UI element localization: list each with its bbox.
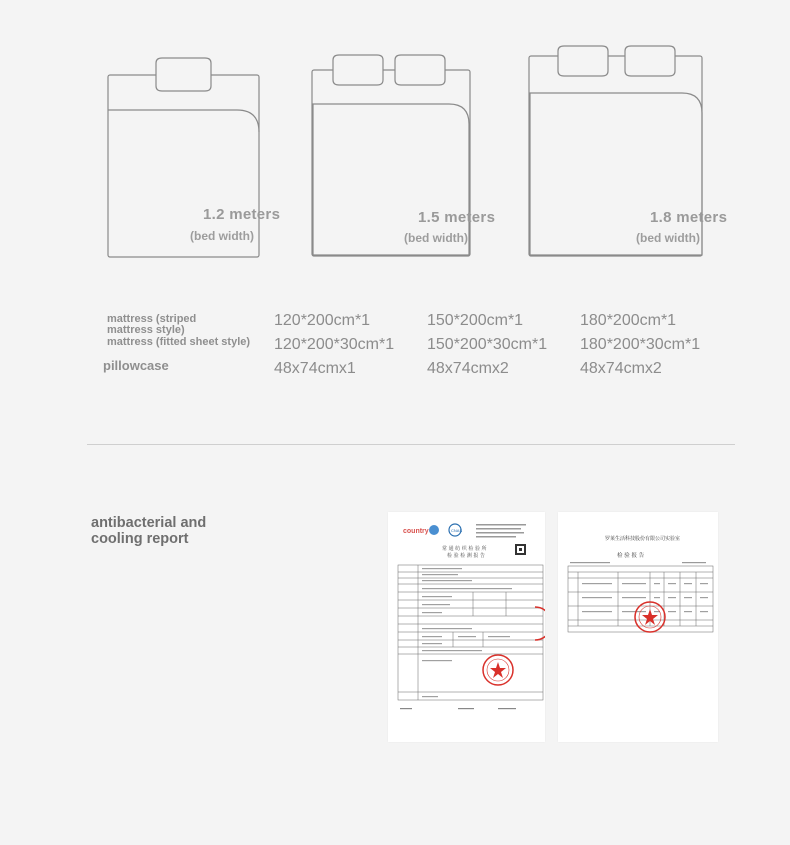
cell-1-2-fitted: 120*200*30cm*1 (274, 336, 395, 353)
cell-1-2-striped: 120*200cm*1 (274, 312, 371, 329)
doc1-title-1: 常 通 纺 织 检 验 所 (442, 546, 487, 552)
doc2-header: 罗莱生活科技股份有限公司实验室 (605, 536, 681, 542)
doc2-title: 检 验 报 告 (617, 553, 645, 559)
bed-1-note: (bed width) (190, 229, 254, 243)
test-report-document-2 (558, 512, 718, 742)
bed-1-2m-outline (108, 58, 259, 257)
logo-country-icon (429, 525, 439, 535)
bed-2-size: 1.5 meters (418, 209, 496, 226)
section-divider (87, 444, 735, 445)
bed-3-size: 1.8 meters (650, 209, 728, 226)
report-label: antibacterial and cooling report (91, 515, 207, 547)
cell-1-5-pillowcase: 48x74cmx2 (427, 360, 509, 377)
cell-1-8-fitted: 180*200*30cm*1 (580, 336, 701, 353)
bed-3-note: (bed width) (636, 231, 700, 245)
logo-country-text: country (403, 528, 429, 535)
bed-1-size: 1.2 meters (203, 206, 281, 223)
cell-1-8-pillowcase: 48x74cmx2 (580, 360, 662, 377)
cell-1-2-pillowcase: 48x74cmx1 (274, 360, 356, 377)
cell-1-5-striped: 150*200cm*1 (427, 312, 524, 329)
row-label-mattress-striped: mattress (striped mattress style) (107, 313, 197, 336)
edge-seal-icon (535, 607, 545, 640)
bed-2-note: (bed width) (404, 231, 468, 245)
doc1-title-2: 检 验 检 测 报 告 (447, 553, 485, 559)
row-label-pillowcase: pillowcase (103, 358, 169, 373)
row-label-mattress-fitted: mattress (fitted sheet style) (107, 336, 251, 348)
cell-1-8-striped: 180*200cm*1 (580, 312, 677, 329)
bed-illustrations (0, 0, 790, 300)
test-report-document-1 (388, 512, 545, 742)
logo-cnas-text: CNAS (451, 528, 463, 533)
cell-1-5-fitted: 150*200*30cm*1 (427, 336, 548, 353)
